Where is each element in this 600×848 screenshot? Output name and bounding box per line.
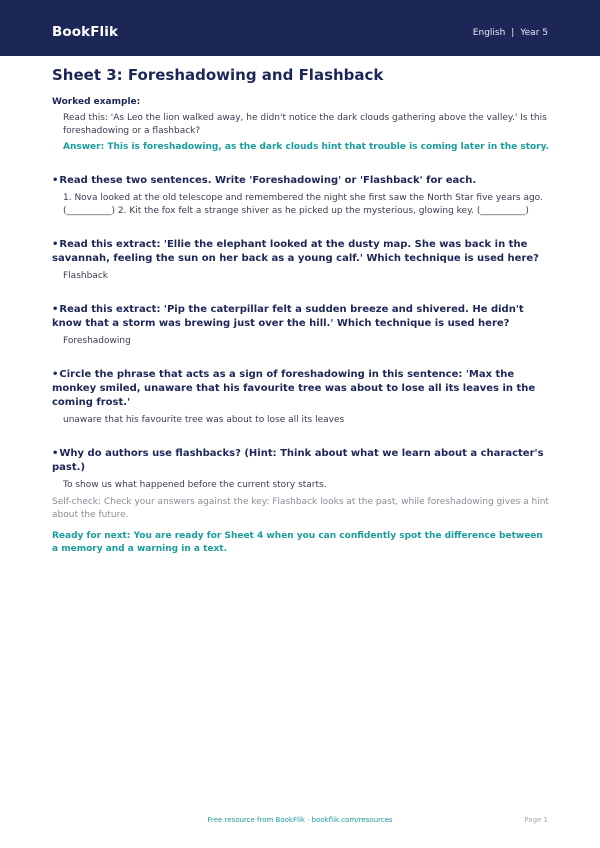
question-text bbox=[52, 447, 552, 475]
worked-example-answer: Answer: This is foreshadowing, as the dark clouds hint that trouble is coming later in the story. bbox=[63, 142, 550, 152]
question-item bbox=[52, 238, 552, 283]
footer-link[interactable]: Free resource from BookFlik · bookflik.com/resources bbox=[207, 816, 393, 824]
worked-example-text: Read this: 'As Leo the lion walked away, he didn't notice the dark clouds gathering above the valley.' Is this foreshadowing or a flashback? bbox=[63, 113, 547, 136]
question-label: Circle the phrase that acts as a sign of foreshadowing in this sentence: 'Max the monkey smiled, unaware that his favourite tree was about to lose all its leaves in the coming frost.' bbox=[52, 369, 536, 408]
question-answer: unaware that his favourite tree was about to lose all its leaves bbox=[63, 415, 345, 425]
question-item bbox=[52, 174, 552, 218]
bullet-icon: • bbox=[52, 448, 59, 459]
ready-next-note: Ready for next: You are ready for Sheet 4 when you can confidently spot the difference between a memory and a warning in a text. bbox=[52, 531, 543, 554]
question-text bbox=[52, 303, 552, 331]
question-text bbox=[52, 368, 552, 410]
bullet-icon: • bbox=[52, 369, 59, 380]
brand-logo-text[interactable]: BookFlik bbox=[52, 24, 119, 40]
question-answer: To show us what happened before the current story starts. bbox=[63, 480, 327, 490]
question-text bbox=[52, 174, 552, 188]
page-number: Page 1 bbox=[524, 816, 548, 824]
question-text bbox=[52, 238, 552, 266]
bullet-icon: • bbox=[52, 175, 59, 186]
question-label: Read this extract: 'Ellie the elephant looked at the dusty map. She was back in the savannah, feeling the sun on her back as a young calf.' Which technique is used here? bbox=[52, 239, 539, 264]
question-answer: Flashback bbox=[63, 271, 108, 281]
subject-label: English bbox=[472, 28, 506, 38]
question-item bbox=[52, 303, 552, 348]
question-answer: 1. Nova looked at the old telescope and remembered the night she first saw the North Star five years ago. (__________) 2. Kit the fox felt a strange shiver as he picked up the mysterious, glowing key. (__________) bbox=[63, 193, 543, 216]
self-check-note: Self-check: Check your answers against the key: Flashback looks at the past, while foreshadowing gives a hint about the future. bbox=[52, 497, 549, 520]
question-item bbox=[52, 368, 552, 427]
question-item bbox=[52, 447, 552, 492]
page-title: Sheet 3: Foreshadowing and Flashback bbox=[52, 66, 384, 84]
page-header bbox=[0, 0, 600, 56]
bullet-icon: • bbox=[52, 304, 59, 315]
year-label: Year 5 bbox=[520, 28, 548, 38]
question-label: Read this extract: 'Pip the caterpillar felt a sudden breeze and shivered. He didn't know that a storm was brewing just over the hill.' Which technique is used here? bbox=[52, 304, 524, 329]
bullet-icon: • bbox=[52, 239, 59, 250]
question-answer: Foreshadowing bbox=[63, 336, 131, 346]
question-label: Why do authors use flashbacks? (Hint: Think about what we learn about a character's past.) bbox=[52, 448, 544, 473]
worksheet-content bbox=[52, 66, 552, 556]
header-meta bbox=[473, 28, 548, 38]
meta-separator: | bbox=[511, 28, 515, 38]
worked-example-label: Worked example: bbox=[52, 97, 141, 107]
page-footer bbox=[0, 816, 600, 828]
question-label: Read these two sentences. Write 'Foreshadowing' or 'Flashback' for each. bbox=[59, 175, 477, 186]
